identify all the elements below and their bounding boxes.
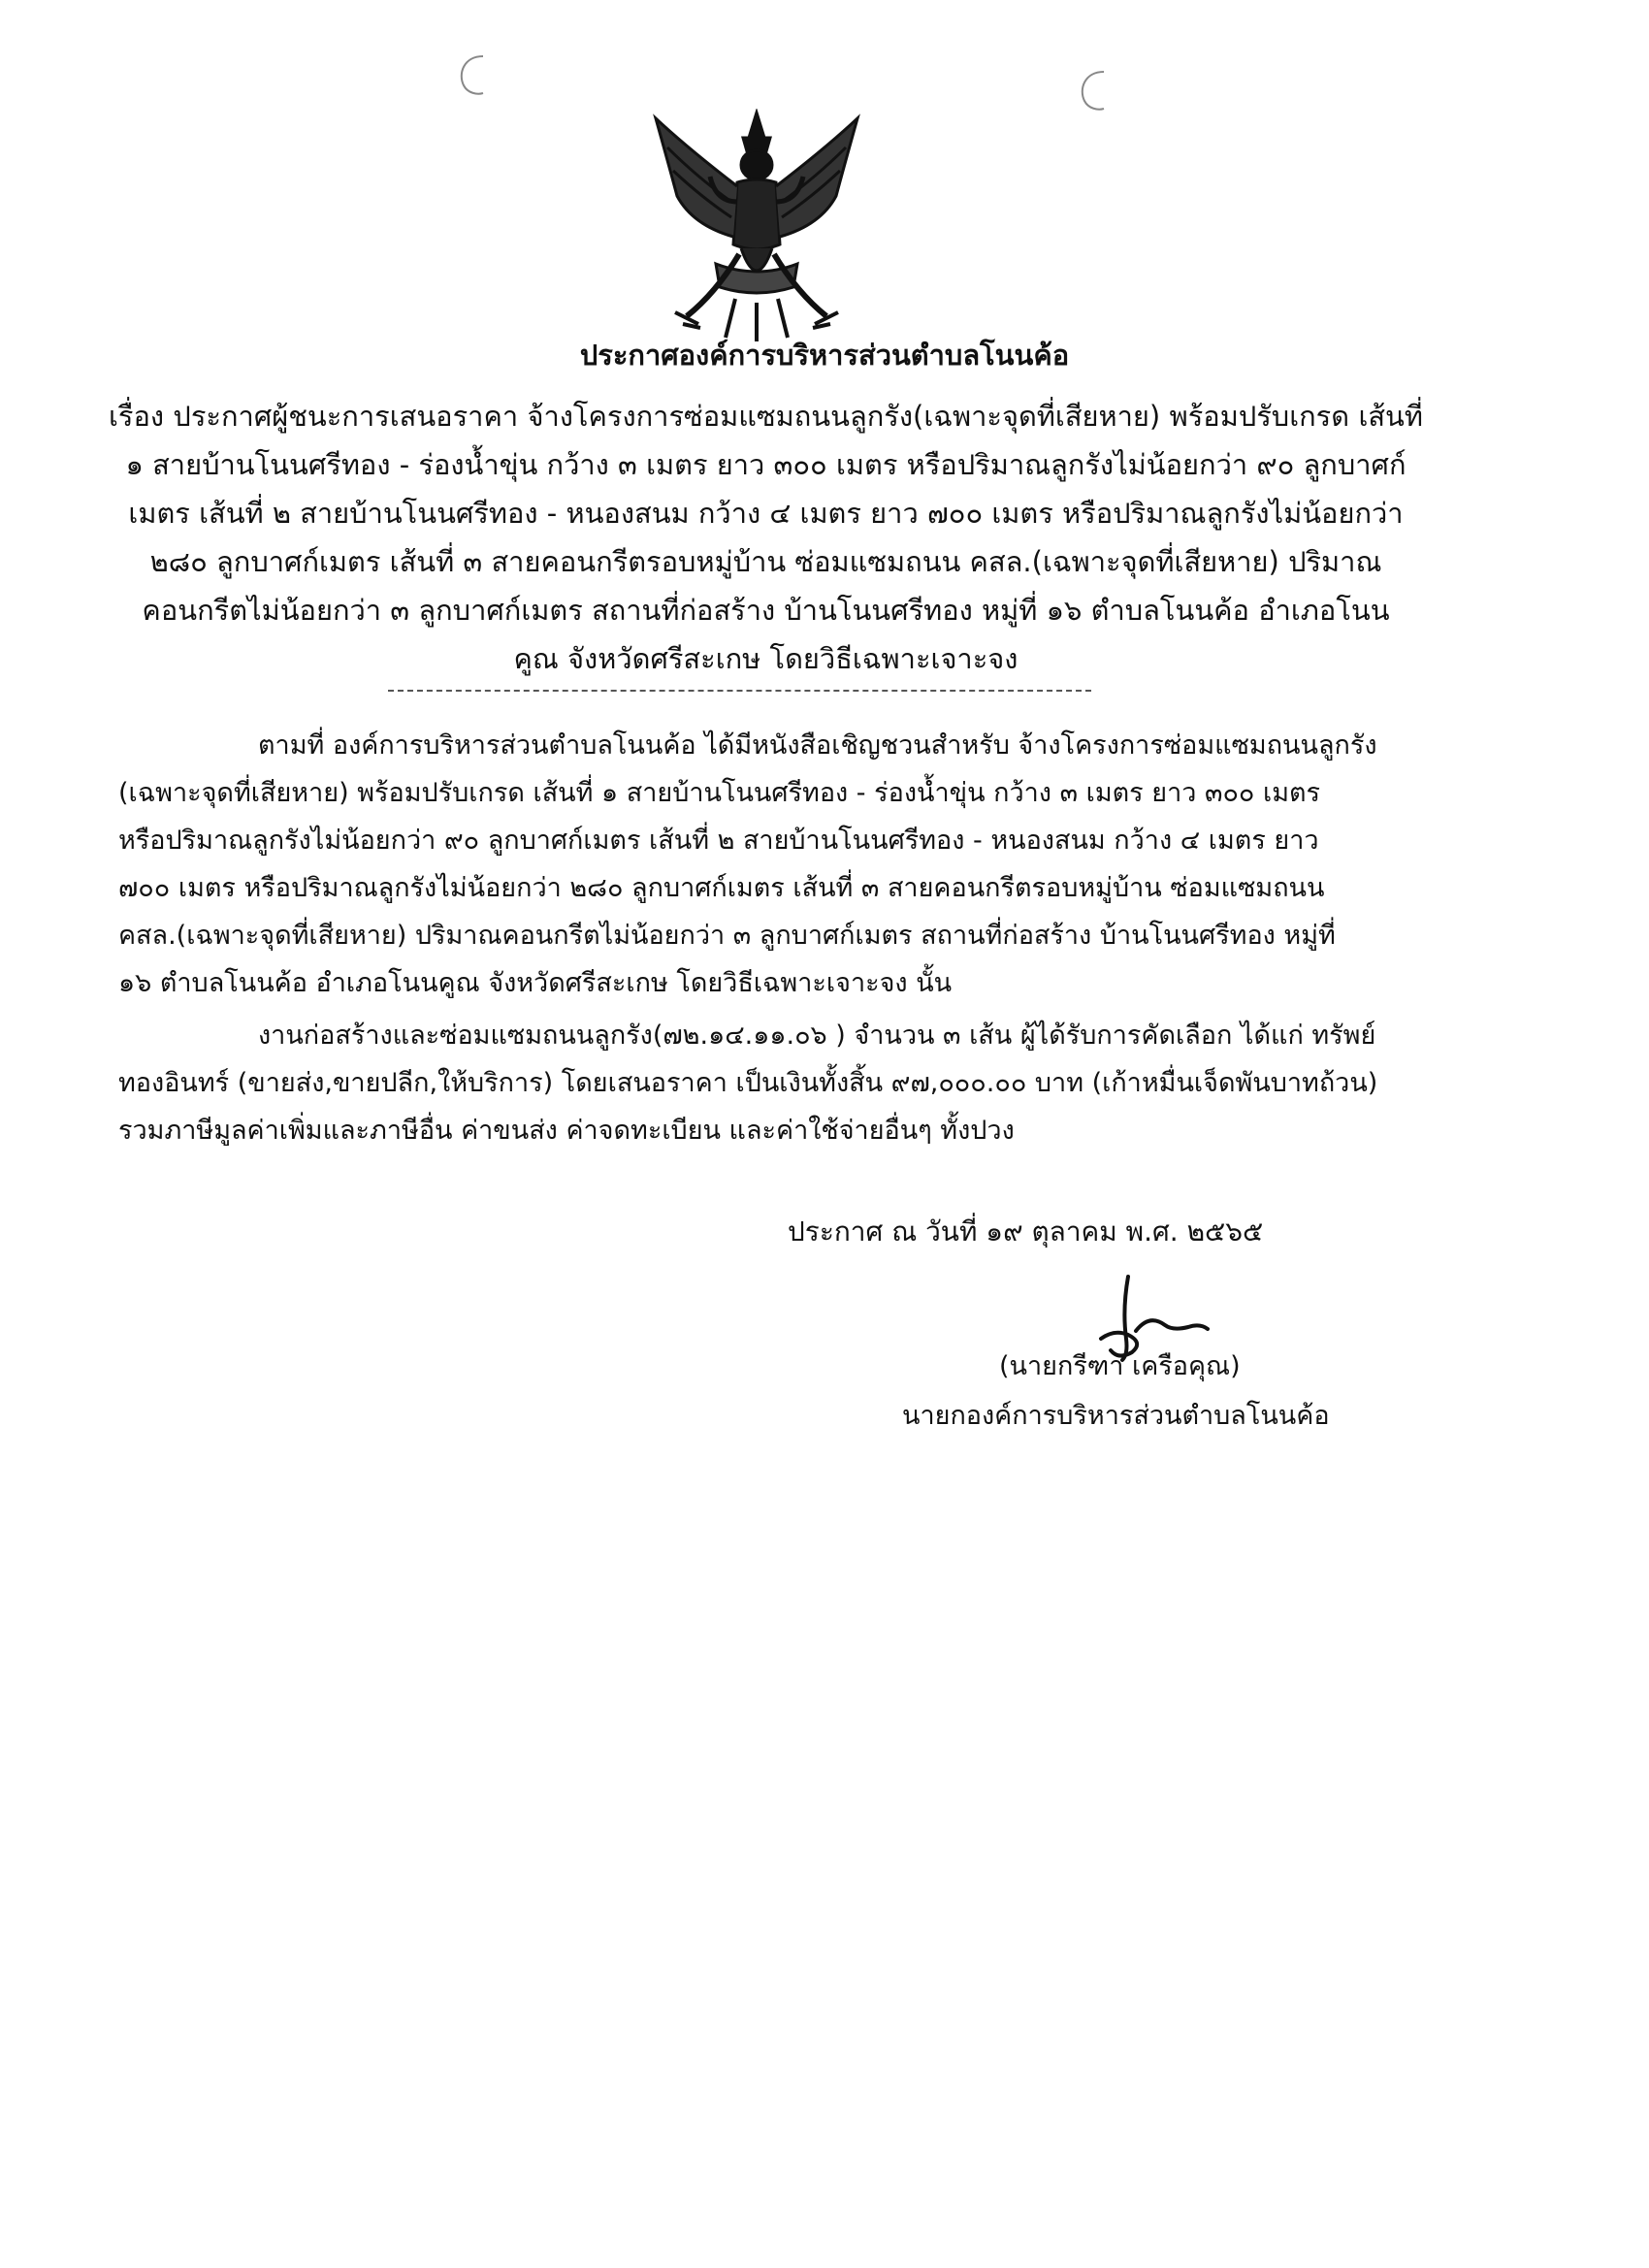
body-line: ทองอินทร์ (ขายส่ง,ขายปลีก,ให้บริการ) โดยเสนอราคา เป็นเงินทั้งสิ้น ๙๗,๐๐๐.๐๐ บาท (เก้าหมื่นเจ็ดพันบาทถ้วน) [118, 1068, 1378, 1098]
body-line: รวมภาษีมูลค่าเพิ่มและภาษีอื่น ค่าขนส่ง ค่าจดทะเบียน และค่าใช้จ่ายอื่นๆ ทั้งปวง [118, 1116, 1015, 1146]
announcement-body [118, 722, 1413, 1154]
body-line: (เฉพาะจุดที่เสียหาย) พร้อมปรับเกรด เส้นที่ ๑ สายบ้านโนนศรีทอง - ร่องน้ำขุ่น กว้าง ๓ เมตร ยาว ๓๐๐ เมตร [118, 778, 1321, 808]
body-line: คสล.(เฉพาะจุดที่เสียหาย) ปริมาณคอนกรีตไม่น้อยกว่า ๓ ลูกบาศก์เมตร สถานที่ก่อสร้าง บ้านโนนศรีทอง หมู่ที่ [118, 921, 1336, 951]
punch-hole-mark-right [1075, 66, 1114, 114]
signer-name: (นายกรีฑา เครือคุณ) [999, 1351, 1241, 1381]
subject-line: คอนกรีตไม่น้อยกว่า ๓ ลูกบาศก์เมตร สถานที่ก่อสร้าง บ้านโนนศรีทอง หมู่ที่ ๑๖ ตำบลโนนค้อ อำเภอโนน [142, 594, 1390, 627]
punch-hole-mark-left [454, 50, 493, 99]
signer-title: นายกองค์การบริหารส่วนตำบลโนนค้อ [902, 1401, 1330, 1431]
body-line: งานก่อสร้างและซ่อมแซมถนนลูกรัง(๗๒.๑๔.๑๑.๐๖ ) จำนวน ๓ เส้น ผู้ได้รับการคัดเลือก ได้แก่ ทรัพย์ [258, 1021, 1376, 1051]
subject-line: คูณ จังหวัดศรีสะเกษ โดยวิธีเฉพาะเจาะจง [513, 642, 1018, 675]
body-line: ตามที่ องค์การบริหารส่วนตำบลโนนค้อ ได้มีหนังสือเชิญชวนสำหรับ จ้างโครงการซ่อมแซมถนนลูกรัง [258, 730, 1377, 761]
dashed-divider [388, 690, 1091, 692]
subject-line: ๒๘๐ ลูกบาศก์เมตร เส้นที่ ๓ สายคอนกรีตรอบหมู่บ้าน ซ่อมแซมถนน คสล.(เฉพาะจุดที่เสียหาย) ปริมาณ [149, 545, 1382, 578]
body-line: ๑๖ ตำบลโนนค้อ อำเภอโนนคูณ จังหวัดศรีสะเกษ โดยวิธีเฉพาะเจาะจง นั้น [118, 968, 953, 998]
announcement-title: ประกาศองค์การบริหารส่วนตำบลโนนค้อ [579, 339, 1070, 372]
subject-line: ๑ สายบ้านโนนศรีทอง - ร่องน้ำขุ่น กว้าง ๓ เมตร ยาว ๓๐๐ เมตร หรือปริมาณลูกรังไม่น้อยกว่า ๙๐ ลูกบาศก์ [125, 448, 1406, 481]
body-line: หรือปริมาณลูกรังไม่น้อยกว่า ๙๐ ลูกบาศก์เมตร เส้นที่ ๒ สายบ้านโนนศรีทอง - หนองสนม กว้าง ๔ เมตร ยาว [118, 826, 1319, 856]
subject-line: เมตร เส้นที่ ๒ สายบ้านโนนศรีทอง - หนองสนม กว้าง ๔ เมตร ยาว ๗๐๐ เมตร หรือปริมาณลูกรังไม่น้อยกว่า [128, 497, 1404, 530]
announcement-date: ประกาศ ณ วันที่ ๑๙ ตุลาคม พ.ศ. ๒๕๖๕ [788, 1215, 1264, 1247]
garuda-emblem-icon [648, 109, 866, 343]
subject-line: เรื่อง ประกาศผู้ชนะการเสนอราคา จ้างโครงการซ่อมแซมถนนลูกรัง(เฉพาะจุดที่เสียหาย) พร้อมปรับเกรด เส้นที่ [109, 400, 1423, 433]
announcement-subject [109, 392, 1423, 683]
body-line: ๗๐๐ เมตร หรือปริมาณลูกรังไม่น้อยกว่า ๒๘๐ ลูกบาศก์เมตร เส้นที่ ๓ สายคอนกรีตรอบหมู่บ้าน ซ่อมแซมถนน [118, 873, 1325, 903]
